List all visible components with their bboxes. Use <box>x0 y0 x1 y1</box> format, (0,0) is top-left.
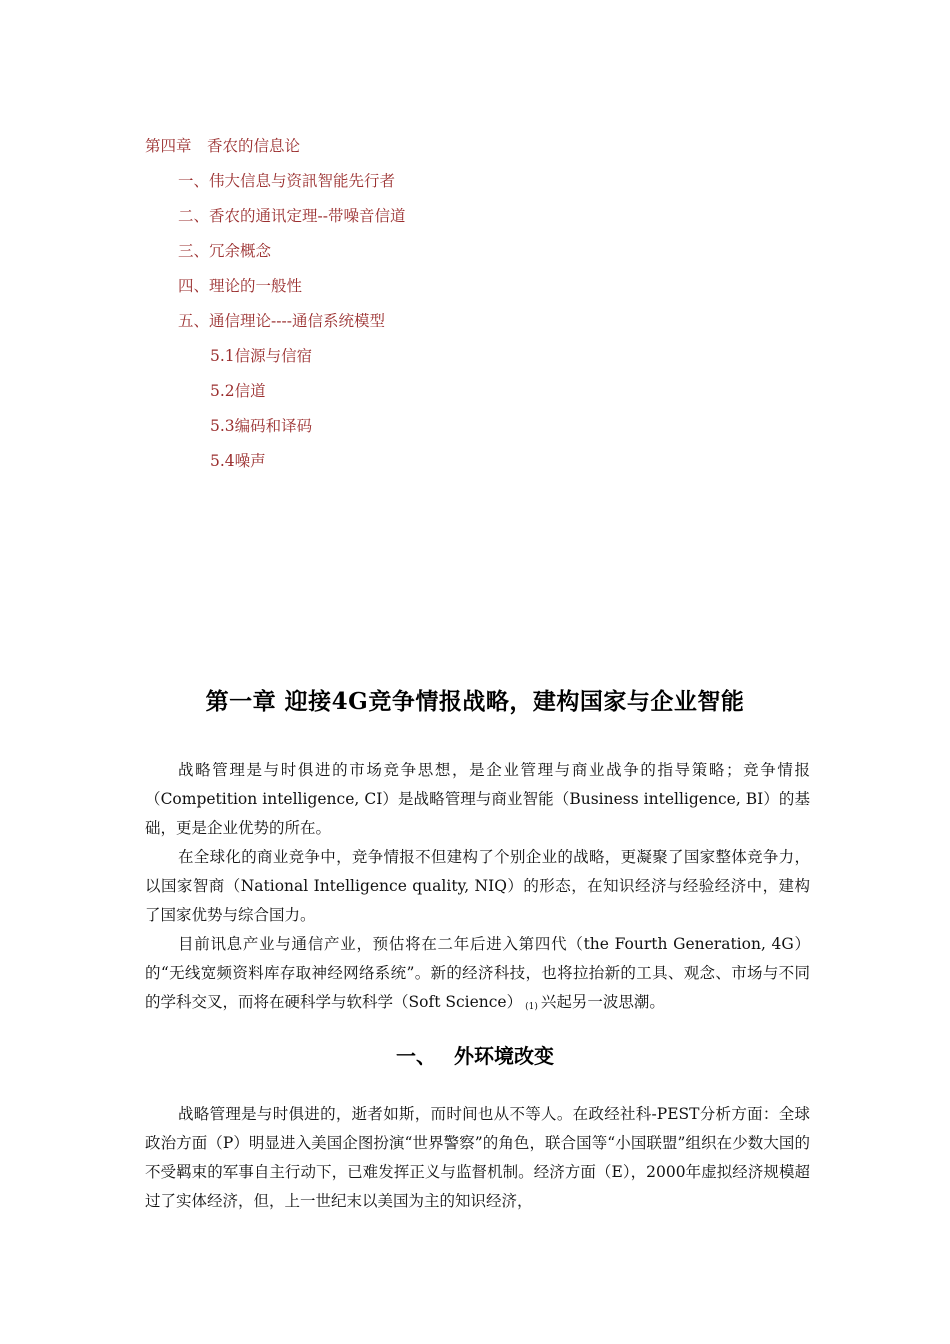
toc-item[interactable]: 第四章 香农的信息论 <box>145 137 301 155</box>
toc-item[interactable]: 四、理论的一般性 <box>178 277 303 295</box>
body-paragraph: 战略管理是与时俱进的，逝者如斯，而时间也从不等人。在政经社科-PEST分析方面：全球政治方面（P）明显进入美国企图扮演“世界警察”的角色，联合国等“小国联盟”组织在少数大国的不受羁束的军事自主行动下，已难发挥正义与监督机制。经济方面（E），2000年虚拟经济规模超过了实体经济，但，上一世纪末以美国为主的知识经济， <box>145 1105 810 1210</box>
body-paragraph: 战略管理是与时俱进的市场竞争思想，是企业管理与商业战争的指导策略；竞争情报（Competition intelligence, CI）是战略管理与商业智能（Business intelligence, BI）的基础，更是企业优势的所在。 <box>145 761 810 837</box>
table-of-contents <box>145 134 845 484</box>
section-title-text: 外环境改变 <box>454 1044 554 1068</box>
chapter-title: 第一章 迎接4G竞争情报战略，建构国家与企业智能 <box>205 688 745 715</box>
toc-item[interactable]: 5.1信源与信宿 <box>210 347 313 365</box>
footnote-reference[interactable]: (1) <box>525 1002 538 1012</box>
toc-item[interactable]: 5.4噪声 <box>210 452 266 470</box>
paragraph-text: 目前讯息产业与通信产业，预估将在二年后进入第四代（the Fourth Generation, 4G）的“无线宽频资料库存取神经网络系统”。新的经济科技，也将拉抬新的工具、观念、市场与不同的学科交叉，而将在硬科学与软科学（Soft Science） <box>145 935 810 1011</box>
toc-item[interactable]: 二、香农的通讯定理--带噪音信道 <box>178 207 406 225</box>
section-number: 一、 <box>396 1044 436 1068</box>
body-paragraph: 在全球化的商业竞争中，竞争情报不但建构了个别企业的战略，更凝聚了国家整体竞争力，以国家智商（National Intelligence quality, NIQ）的形态，在知识经济与经验经济中，建构了国家优势与综合国力。 <box>145 848 810 924</box>
toc-item[interactable]: 三、冗余概念 <box>178 242 272 260</box>
section-heading <box>0 1040 950 1069</box>
toc-item[interactable]: 5.2信道 <box>210 382 266 400</box>
toc-item[interactable]: 5.3编码和译码 <box>210 417 313 435</box>
toc-item[interactable]: 一、伟大信息与资訊智能先行者 <box>178 172 396 190</box>
body-paragraph <box>145 930 810 1022</box>
paragraph-text: 兴起另一波思潮。 <box>540 993 665 1011</box>
chapter-body <box>145 756 810 1022</box>
section-body <box>145 1100 810 1216</box>
toc-item[interactable]: 五、通信理论----通信系统模型 <box>178 312 385 330</box>
